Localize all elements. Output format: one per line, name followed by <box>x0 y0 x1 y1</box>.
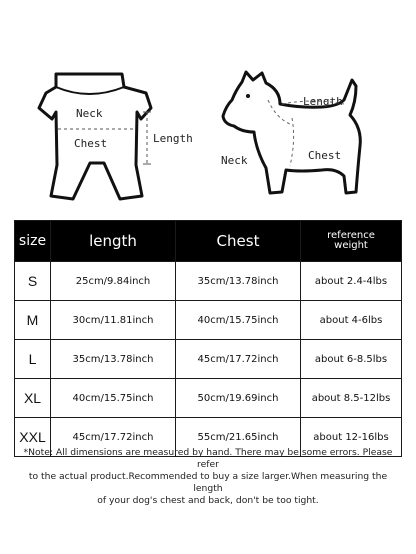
row-chest: 50cm/19.69inch <box>176 379 301 418</box>
table-row <box>15 379 402 418</box>
size-diagram <box>0 0 416 214</box>
row-length: 30cm/11.81inch <box>51 301 176 340</box>
row-size: XXL <box>15 418 51 457</box>
dog-neck-label: Neck <box>221 154 248 167</box>
row-chest: 35cm/13.78inch <box>176 262 301 301</box>
header-reference-weight <box>301 221 402 262</box>
table-row <box>15 301 402 340</box>
dog-chest-label: Chest <box>308 149 342 162</box>
note-line-1: *Note: All dimensions are measured by hand. There may be some errors. Please refer <box>23 447 393 470</box>
header-length: length <box>51 221 176 262</box>
header-weight-line2: weight <box>334 240 368 251</box>
dog-outline <box>223 72 360 193</box>
row-size: S <box>15 262 51 301</box>
row-weight: about 8.5-12lbs <box>301 379 402 418</box>
garment-length-label: Length <box>153 132 193 145</box>
row-size: L <box>15 340 51 379</box>
measurement-note <box>14 447 402 507</box>
note-line-2: to the actual product.Recommended to buy a size larger.When measuring the length <box>28 471 388 494</box>
row-weight: about 2.4-4lbs <box>301 262 402 301</box>
size-chart-table <box>14 220 402 457</box>
row-chest: 55cm/21.65inch <box>176 418 301 457</box>
row-length: 35cm/13.78inch <box>51 340 176 379</box>
header-size: size <box>15 221 51 262</box>
row-weight: about 4-6lbs <box>301 301 402 340</box>
table-row <box>15 262 402 301</box>
row-chest: 45cm/17.72inch <box>176 340 301 379</box>
row-size: M <box>15 301 51 340</box>
garment-chest-label: Chest <box>74 137 108 150</box>
header-weight-line1: reference <box>327 230 375 241</box>
row-length: 45cm/17.72inch <box>51 418 176 457</box>
garment-neck-label: Neck <box>76 107 103 120</box>
table-header-row <box>15 221 402 262</box>
measurement-illustration <box>0 0 416 214</box>
row-weight: about 6-8.5lbs <box>301 340 402 379</box>
row-weight: about 12-16lbs <box>301 418 402 457</box>
note-line-3: of your dog's chest and back, don't be too tight. <box>97 495 319 506</box>
dog-length-label: Length <box>303 95 343 108</box>
row-chest: 40cm/15.75inch <box>176 301 301 340</box>
header-chest: Chest <box>176 221 301 262</box>
row-length: 40cm/15.75inch <box>51 379 176 418</box>
row-size: XL <box>15 379 51 418</box>
row-length: 25cm/9.84inch <box>51 262 176 301</box>
table-row <box>15 340 402 379</box>
